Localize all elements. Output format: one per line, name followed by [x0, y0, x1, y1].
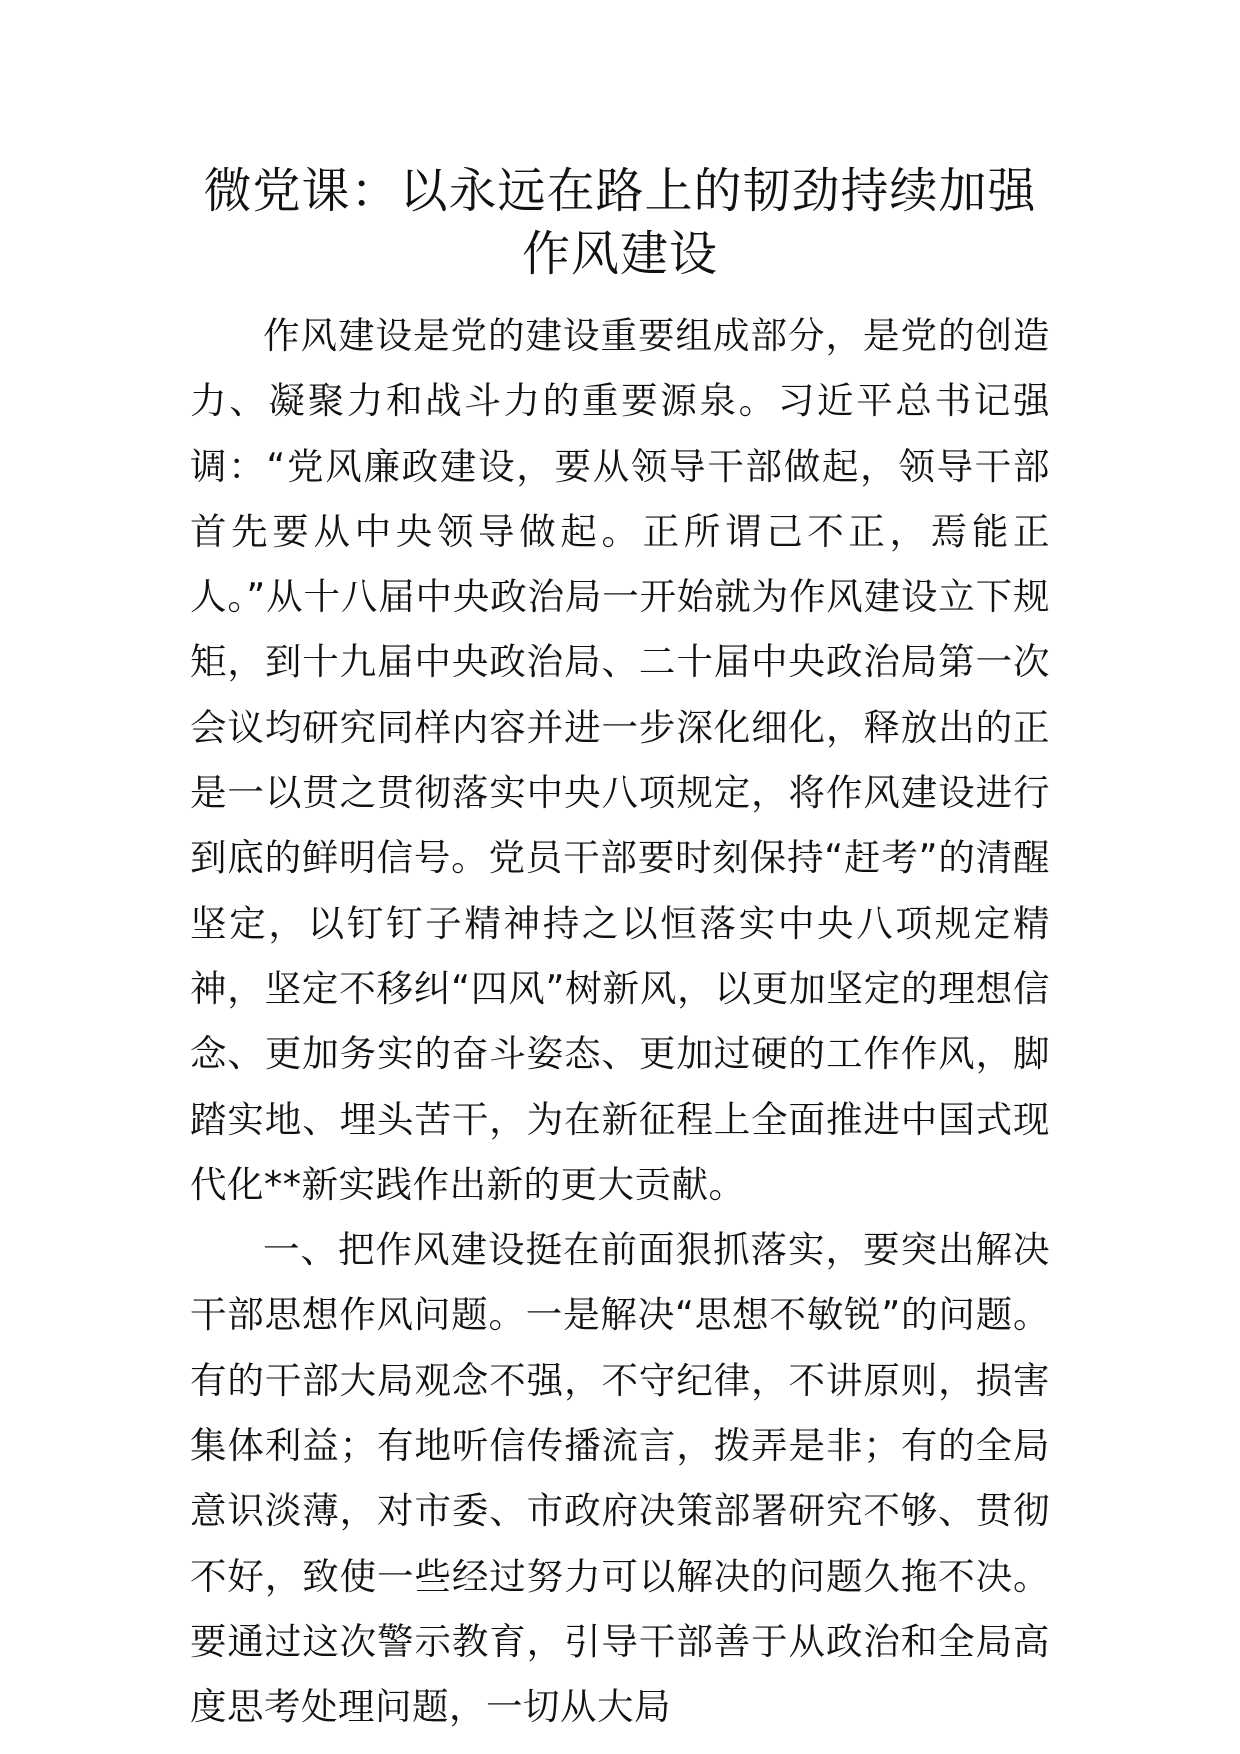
document-body — [190, 303, 1050, 1740]
document-title: 微党课：以永远在路上的韧劲持续加强作风建设 — [203, 163, 1037, 282]
paragraph-intro: 作风建设是党的建设重要组成部分，是党的创造力、凝聚力和战斗力的重要源泉。习近平总书记强调：“党风廉政建设，要从领导干部做起，领导干部首先要从中央领导做起。正所谓己不正，焉能正人。”从十八届中央政治局一开始就为作风建设立下规矩，到十九届中央政治局、二十届中央政治局第一次会议均研究同样内容并进一步深化细化，释放出的正是一以贯之贯彻落实中央八项规定，将作风建设进行到底的鲜明信号。党员干部要时刻保持“赶考”的清醒坚定，以钉钉子精神持之以恒落实中央八项规定精神，坚定不移纠“四风”树新风，以更加坚定的理想信念、更加务实的奋斗姿态、更加过硬的工作作风，脚踏实地、埋头苦干，为在新征程上全面推进中国式现代化**新实践作出新的更大贡献。 — [190, 314, 1050, 1206]
paragraph-section-one: 一、把作风建设挺在前面狠抓落实，要突出解决干部思想作风问题。一是解决“思想不敏锐”的问题。有的干部大局观念不强，不守纪律，不讲原则，损害集体利益；有地听信传播流言，拨弄是非；有的全局意识淡薄，对市委、市政府决策部署研究不够、贯彻不好，致使一些经过努力可以解决的问题久拖不决。要通过这次警示教育，引导干部善于从政治和全局高度思考处理问题，一切从大局 — [190, 1228, 1050, 1729]
